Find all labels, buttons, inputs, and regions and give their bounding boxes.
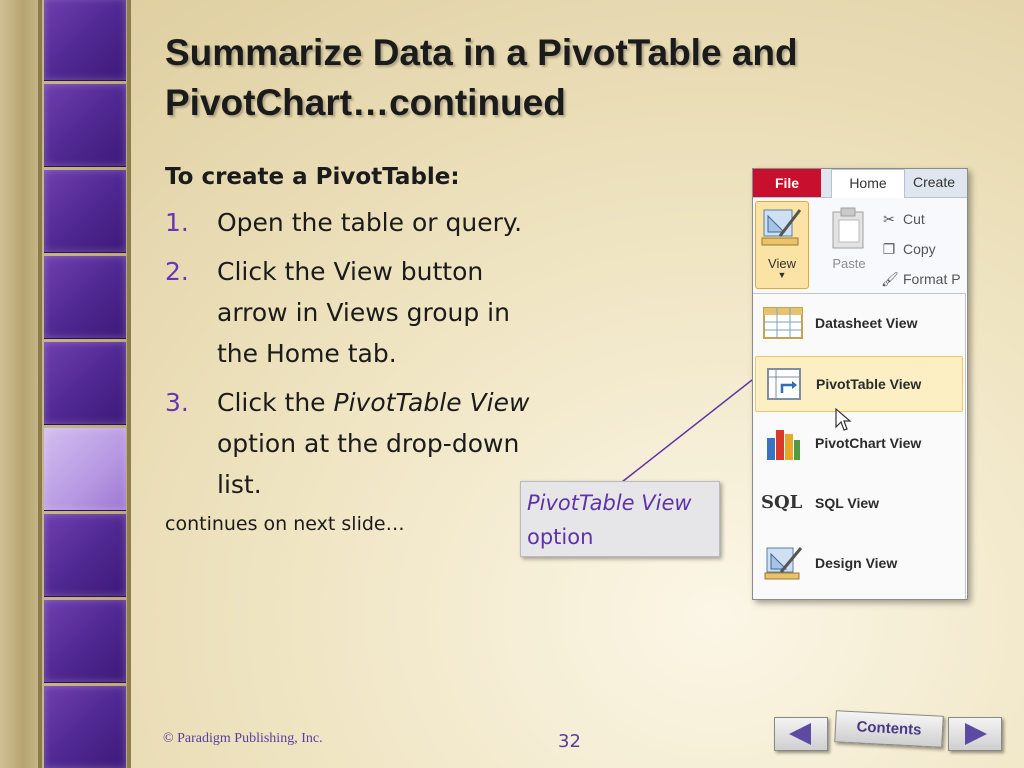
step-text: Click the View button arrow in Views group in the Home tab.: [217, 257, 510, 368]
ribbon-home: [753, 198, 967, 293]
view-button-label: View: [768, 256, 796, 271]
step-text-italic: PivotTable View: [333, 388, 530, 417]
purple-tile: [44, 0, 126, 80]
menu-item-pivotchart-view[interactable]: [755, 416, 961, 470]
triangle-left-icon: [775, 718, 827, 750]
purple-tile: [44, 170, 126, 252]
tab-create[interactable]: Create: [913, 174, 956, 190]
clipboard-group: [881, 204, 961, 294]
menu-item-design-view[interactable]: [755, 536, 961, 590]
menu-label: Datasheet View: [815, 315, 918, 331]
purple-tile: [44, 342, 126, 424]
strip-edge: [127, 0, 131, 768]
access-ribbon-screenshot: [752, 168, 968, 600]
view-button[interactable]: [755, 201, 809, 289]
purple-tile-highlighted: [44, 428, 126, 510]
step-1: [165, 202, 545, 243]
purple-tile: [44, 84, 126, 166]
menu-label: SQL View: [815, 495, 880, 511]
cut-label: Cut: [903, 211, 925, 227]
callout-box: [520, 481, 720, 557]
scissors-icon: ✂: [883, 211, 895, 227]
tab-home[interactable]: Home: [831, 169, 905, 199]
slide-title: Summarize Data in a PivotTable and PivotChart…continued: [165, 32, 798, 123]
ribbon-tabs: [753, 169, 967, 198]
copy-button[interactable]: [881, 234, 961, 264]
previous-slide-button[interactable]: [774, 717, 828, 751]
lead-text: To create a PivotTable:: [165, 164, 460, 190]
view-dropdown-menu: [753, 293, 966, 600]
callout-line-1: PivotTable View: [527, 491, 692, 515]
paintbrush-icon: 🖌: [881, 271, 899, 287]
clipboard-icon: [821, 204, 877, 252]
next-slide-button[interactable]: [948, 717, 1002, 751]
step-text-post: option at the drop-down list.: [217, 429, 520, 499]
pivottable-icon: [762, 363, 806, 405]
copyright-footer: © Paradigm Publishing, Inc.: [163, 731, 323, 746]
step-number: 1.: [165, 208, 189, 237]
purple-tile: [44, 600, 126, 682]
menu-item-sql-view[interactable]: [755, 476, 961, 530]
tile-column: [44, 0, 126, 768]
sql-icon: SQL: [761, 492, 803, 513]
pivotchart-icon: [761, 422, 805, 464]
menu-item-pivottable-view[interactable]: [755, 356, 963, 412]
cut-button[interactable]: [881, 204, 961, 234]
design-ruler-icon: [756, 202, 808, 252]
purple-tile: [44, 256, 126, 338]
chevron-down-icon: ▼: [777, 270, 787, 280]
page-number: 32: [558, 731, 581, 752]
step-2: [165, 251, 545, 374]
tab-file[interactable]: File: [753, 169, 821, 197]
format-label: Format P: [903, 271, 961, 287]
continues-note: continues on next slide…: [165, 513, 405, 535]
paste-label: Paste: [832, 256, 866, 271]
design-icon: [761, 542, 805, 584]
step-text: Open the table or query.: [217, 208, 523, 237]
menu-label: PivotTable View: [816, 376, 922, 392]
purple-tile: [44, 514, 126, 596]
strip-edge: [38, 0, 42, 768]
callout-line-2: option: [527, 525, 594, 549]
copy-icon: ❐: [882, 241, 896, 257]
step-number: 2.: [165, 257, 189, 286]
copy-label: Copy: [903, 241, 936, 257]
decorative-strip: [0, 0, 130, 768]
paste-button[interactable]: [821, 204, 877, 284]
contents-button[interactable]: Contents: [834, 710, 944, 748]
purple-tile: [44, 686, 126, 768]
datasheet-icon: [761, 302, 805, 344]
format-painter-button[interactable]: [881, 264, 961, 294]
menu-item-datasheet-view[interactable]: [755, 296, 961, 350]
slide-body: [165, 164, 545, 535]
step-3: [165, 382, 545, 505]
step-text-pre: Click the: [217, 388, 334, 417]
menu-label: PivotChart View: [815, 435, 922, 451]
step-number: 3.: [165, 388, 189, 417]
triangle-right-icon: [949, 718, 1001, 750]
menu-label: Design View: [815, 555, 898, 571]
